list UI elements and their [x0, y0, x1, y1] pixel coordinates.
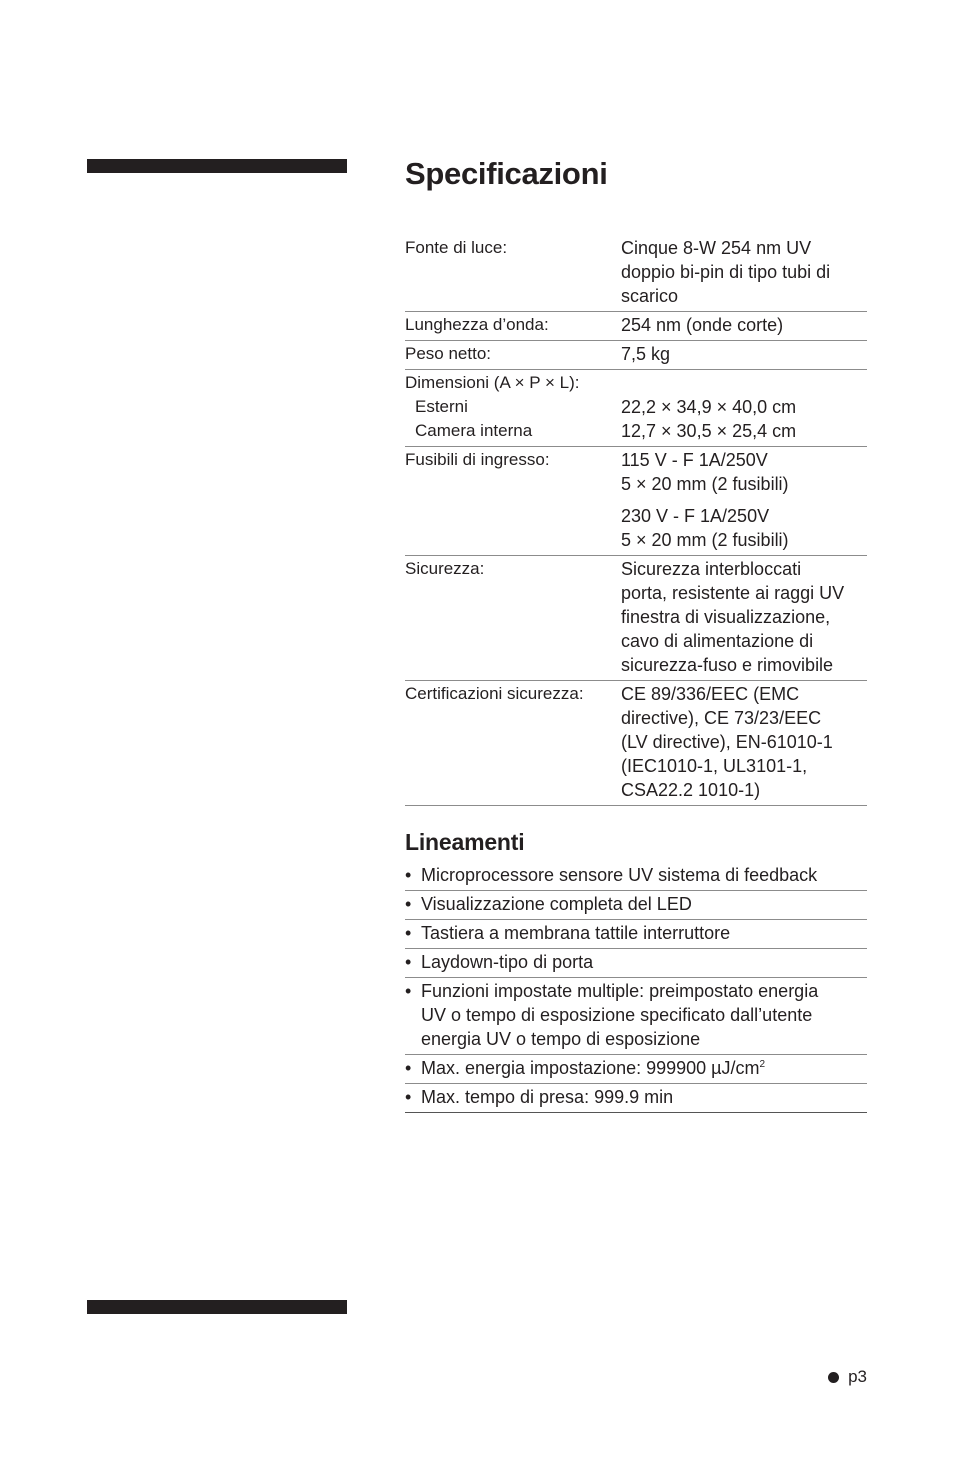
list-item	[405, 920, 867, 949]
bullet-icon: •	[405, 952, 412, 972]
spec-label: Fonte di luce:	[405, 238, 508, 257]
bullet-icon: •	[405, 1058, 412, 1078]
spec-value-line: (LV directive), EN-61010-1	[621, 732, 833, 752]
dimensions-external-label: Esterni	[415, 397, 468, 416]
decorative-bar-top	[87, 159, 347, 173]
feature-text: energia UV o tempo di esposizione	[421, 1029, 701, 1049]
list-item	[405, 891, 867, 920]
page-bullet-icon	[828, 1372, 839, 1383]
spec-value-line: sicurezza-fuso e rimovibile	[621, 655, 834, 675]
spec-value	[621, 682, 867, 802]
feature-text: Microprocessore sensore UV sistema di feedback	[421, 865, 818, 885]
feature-text: Tastiera a membrana tattile interruttore	[421, 923, 731, 943]
dimensions-internal-value: 12,7 × 30,5 × 25,4 cm	[621, 421, 797, 441]
spec-value: 254 nm (onde corte)	[621, 315, 784, 335]
superscript: 2	[759, 1059, 766, 1070]
spec-value-line: (IEC1010-1, UL3101-1,	[621, 756, 808, 776]
spec-value-line: cavo di alimentazione di	[621, 631, 814, 651]
spec-row-certifications	[405, 681, 867, 806]
spec-label: Certificazioni sicurezza:	[405, 684, 584, 703]
spec-value-line: porta, resistente ai raggi UV	[621, 583, 845, 603]
fuse-230-rating: 230 V - F 1A/250V	[621, 506, 770, 526]
spec-label: Lunghezza d’onda:	[405, 315, 549, 334]
spec-value	[621, 236, 867, 308]
fuse-115-rating: 115 V - F 1A/250V	[621, 450, 768, 470]
page-title: Specificazioni	[405, 156, 608, 191]
list-item	[405, 1055, 867, 1084]
spec-label: Sicurezza:	[405, 559, 485, 578]
list-item	[405, 978, 867, 1055]
page-number-text: p3	[848, 1367, 867, 1386]
spec-value-line: Cinque 8-W 254 nm UV	[621, 238, 812, 258]
list-item	[405, 862, 867, 891]
spec-row-light-source	[405, 236, 867, 312]
dimensions-external-value: 22,2 × 34,9 × 40,0 cm	[621, 397, 797, 417]
spec-value-line: Sicurezza interbloccati	[621, 559, 802, 579]
spec-value-line: scarico	[621, 286, 679, 306]
spec-row-net-weight	[405, 341, 867, 370]
spec-value-line: CE 89/336/EEC (EMC	[621, 684, 800, 704]
fuse-115-size: 5 × 20 mm (2 fusibili)	[621, 474, 789, 494]
spec-row-safety	[405, 556, 867, 681]
spec-value	[621, 448, 867, 552]
list-item	[405, 949, 867, 978]
spec-row-dimensions	[405, 370, 867, 447]
feature-text: Funzioni impostate multiple: preimpostato energia	[421, 981, 819, 1001]
spec-row-fuses	[405, 447, 867, 556]
spec-label	[405, 371, 621, 443]
bullet-icon: •	[405, 923, 412, 943]
dimensions-label: Dimensioni (A × P × L):	[405, 373, 580, 392]
fuse-115-block	[621, 448, 867, 496]
feature-text: Visualizzazione completa del LED	[421, 894, 692, 914]
feature-text: Max. energia impostazione: 999900 µJ/cm	[421, 1058, 760, 1078]
spec-value	[621, 557, 867, 677]
spec-value: 7,5 kg	[621, 344, 671, 364]
spec-table	[405, 236, 867, 806]
spec-value-line: CSA22.2 1010-1)	[621, 780, 761, 800]
feature-text: Max. tempo di presa: 999.9 min	[421, 1087, 674, 1107]
fuse-230-block	[621, 504, 867, 552]
main-content	[405, 150, 867, 1113]
spec-value	[621, 371, 867, 443]
spec-value-line: finestra di visualizzazione,	[621, 607, 831, 627]
page-number	[828, 1366, 867, 1388]
bullet-icon: •	[405, 981, 412, 1001]
fuse-230-size: 5 × 20 mm (2 fusibili)	[621, 530, 789, 550]
spec-value-line: doppio bi-pin di tipo tubi di	[621, 262, 831, 282]
features-list	[405, 862, 867, 1113]
spec-label: Fusibili di ingresso:	[405, 450, 550, 469]
list-item	[405, 1084, 867, 1113]
dimensions-internal-label: Camera interna	[415, 421, 533, 440]
spec-row-wavelength	[405, 312, 867, 341]
bullet-icon: •	[405, 1087, 412, 1107]
features-heading: Lineamenti	[405, 829, 525, 855]
bullet-icon: •	[405, 865, 412, 885]
spec-label: Peso netto:	[405, 344, 492, 363]
bullet-icon: •	[405, 894, 412, 914]
feature-text: UV o tempo di esposizione specificato dall’utente	[421, 1005, 813, 1025]
decorative-bar-bottom	[87, 1300, 347, 1314]
spec-value-line: directive), CE 73/23/EEC	[621, 708, 822, 728]
feature-text: Laydown-tipo di porta	[421, 952, 594, 972]
